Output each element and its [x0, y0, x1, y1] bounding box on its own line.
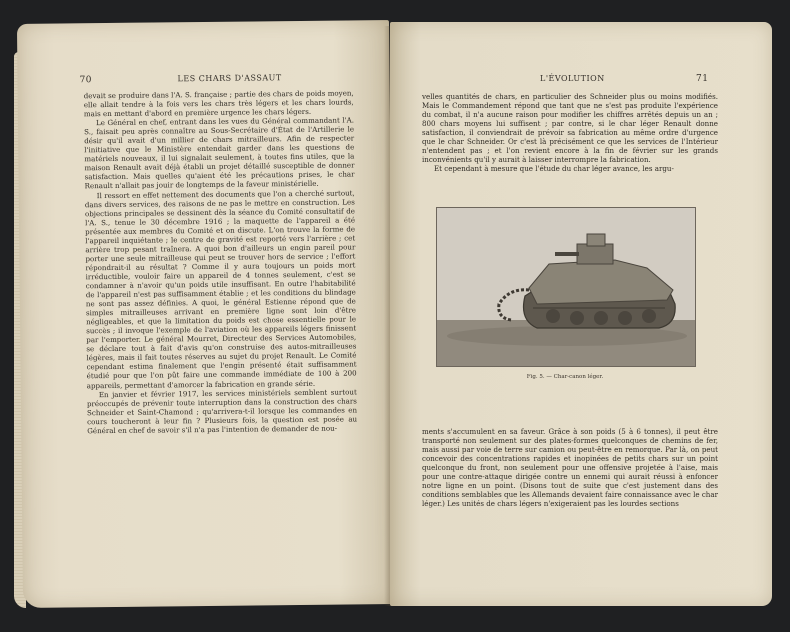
right-body-text-bottom	[422, 427, 718, 508]
paragraph: Le Général en chef, entrant dans les vues du Général commandant l'A. S., faisait peu après connaître au Sous-Secrétaire d'État de l'Artillerie le désir qu'il avait d'un millier de chars mitrailleurs. Afin de respecter l'initiative que le Ministère entendait garder dans les questions de matériels nouveaux, il lui signalait seulement, à toutes fins utiles, que la maison Renault avait déjà établi un projet détaillé susceptible de donner satisfaction. Mais quelles qu'aient été les précautions prises, le char Renault n'allait pas jouir de longtemps de la faveur ministérielle.	[84, 115, 355, 191]
left-body-text	[84, 88, 358, 435]
right-body-text-top	[422, 92, 718, 173]
light-tank-illustration	[437, 208, 695, 366]
paragraph: Et cependant à mesure que l'étude du char léger avance, les argu-	[434, 164, 674, 174]
tank-photograph	[436, 207, 696, 367]
open-book	[14, 22, 776, 614]
paragraph: ments s'accumulent en sa faveur. Grâce à son poids (5 à 6 tonnes), il peut être transporté non seulement sur des plates-formes quelconques de chemins de fer, mais aussi par voie de terre sur camion ou peut-être en remorque. Par là, on peut concevoir des concentrations rapides et inopinées de petits chars sur un point quelconque du front, non seulement pour une offensive projetée à l'aise, mais pour une contre-attaque dirigée contre un ennemi qui aurait réussi à enfoncer notre ligne en un point. (Disons tout de suite que c'est justement dans des conditions semblables que les Allemands devaient faire connaissance avec le char léger.) Les unités de chars légers n'exigeraient pas les lourdes sections	[422, 427, 718, 509]
left-running-head: LES CHARS D'ASSAUT	[177, 73, 282, 84]
figure-caption: Fig. 5. — Char-canon léger.	[526, 374, 604, 380]
right-page	[390, 22, 772, 606]
left-page	[17, 20, 395, 608]
paragraph: velles quantités de chars, en particulier des Schneider plus ou moins modifiés. Mais le Commandement répond que tant que ne s'est pas produite l'expérience du combat, il n'a aucune raison pour modifier les chiffres arrêtés depuis un an ; 800 chars moyens lui suffisent ; par contre, si le char léger Renault donne satisfaction, il conviendrait de prévoir sa fabrication au même ordre d'urgence que le char Schneider. Or c'est là précisément ce que les services de l'Intérieur n'entendent pas ; et l'on revient encore à la fin de février sur les grands inconvénients qu'il y aurait à laisser interrompre la fabrication.	[422, 92, 718, 165]
right-page-number: 71	[696, 74, 709, 84]
paragraph: devait se produire dans l'A. S. française ; partie des chars de poids moyen, elle allait tendre à la fois vers les chars très légers et les chars lourds, mais en mettant d'abord en première urgence les chars légers.	[83, 88, 354, 119]
right-running-head: L'ÉVOLUTION	[540, 74, 605, 83]
paragraph: En janvier et février 1917, les services ministériels semblent surtout préoccupés de prévenir toute interruption dans la construction des chars Schneider et Saint-Chamond ; qu'arrivera-t-il lorsque les commandes en cours toucheront à leur fin ? Plusieurs fois, la question est posée au Général en chef de savoir s'il n'a pas l'intention de demander de nou-	[86, 386, 358, 435]
left-page-number: 70	[79, 75, 93, 86]
paragraph: Il ressort en effet nettement des documents que l'on a cherché surtout, dans divers services, des raisons de ne pas le mettre en construction. Les objections principales se dessinent dès la séance du Comité consultatif de l'A. S., tenue le 30 décembre 1916 ; la maquette de l'appareil a été présentée aux membres du Comité et on discute. L'on trouve la forme de l'appareil inquiétante ; le centre de gravité est reporté vers l'arrière ; cet arrière trop pesant traînera. A quoi bon d'ailleurs un engin pareil pour porter une seule mitrailleuse qui peut se trouver hors de service ; l'effort répondrait-il au résultat ? Comme il y aura toujours un poids mort irréductible, vouloir faire un appareil de 4 tonnes seulement, c'est se condamner à n'avoir qu'un poids utile insuffisant. En outre l'habitabilité de l'appareil n'est pas suffisamment établie ; et les conditions du blindage ne sont pas assez définies. A quoi, le général Estienne répond que de simples mitrailleuses arrivant en première ligne sont loin d'être négligeables, et que la limitation du poids est chose essentielle pour le succès ; il invoque l'exemple de l'aviation où les appareils légers finissent par l'emporter. Le général Mourret, Directeur des Services Automobiles, se déclare tout à fait d'avis qu'on construise des autos-mitrailleuses légères, mais il fait toutes réserves au sujet du projet Renault. Le Comité cependant estima finalement que l'engin présenté était suffisamment étudié pour que l'on pût faire une commande immédiate de 100 à 200 appareils, permettant d'amorcer la fabrication en grande série.	[84, 187, 357, 390]
